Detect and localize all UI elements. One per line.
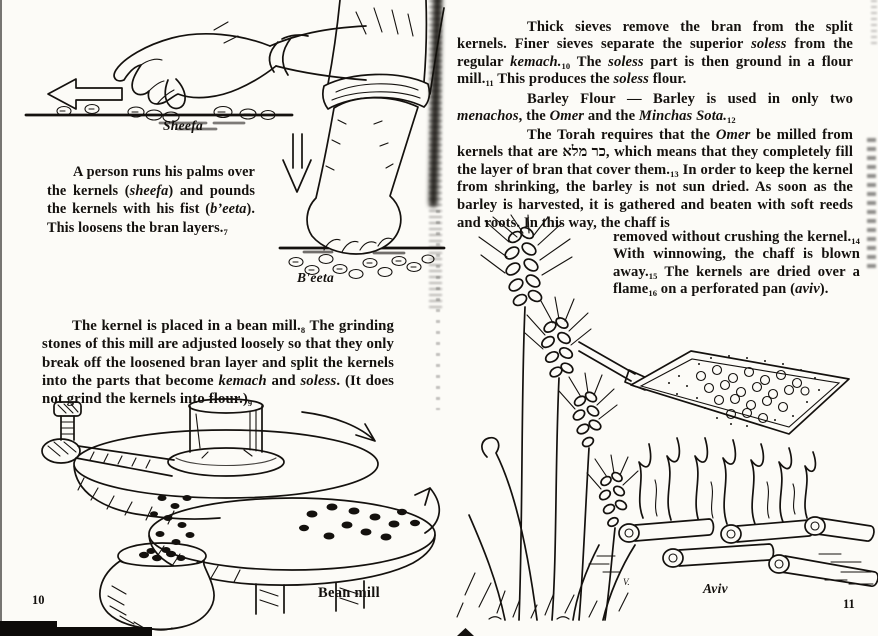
page-right [447, 0, 878, 636]
barley-head [479, 215, 572, 308]
paragraph-bean-mill: The kernel is placed in a bean $mill._8$ The grinding stones of this mill are adjusted loosely so that they only break off the loosened bran layer and split the kernels into the parts that become kemach and soless. (It does not grind the kernels into $flour.)_9$ [42, 317, 394, 409]
scan-edge-right-top [871, 0, 877, 48]
falling-kernel-icons [150, 495, 195, 545]
page-number-right: 11 [843, 597, 855, 611]
fire-flames [639, 438, 815, 524]
paragraph-sieves: Thick sieves remove the bran from the split kernels. Finer sieves separate the superior soless from the regular $kemach._{10}$ The soless part is then ground in a flour $mill._{11}$ This produces the soless flour. [457, 18, 853, 89]
fire-logs [619, 517, 878, 586]
left-arrow-icon [48, 79, 122, 109]
page-number-left: 10 [32, 593, 45, 607]
aviv-illustration [579, 328, 877, 590]
kernel-icons [299, 504, 420, 541]
paragraph-sheefa-beeta: A person runs his palms over the kernels (sheefa) and pounds the kernels with his fist (b’eeta). This loosens the bran $layers._7$ [47, 164, 255, 238]
paragraph-torah-omer: The Torah requires that the Omer be milled from kernels that are כר מלא, which means that they completely fill the layer of bran that cover $them._{13}$ In order to keep the kernel from shrinking, the barley is not sun dried. As soon as the barley is harvested, it is gathered and beaten with soft reeds and roots. In this way, the chaff is [457, 126, 854, 231]
paragraph-barley-flour: Barley Flour — Barley is used in only two menachos, the Omer and the Minchas $Sota._{12}$ [457, 90, 854, 126]
aviv-caption: Aviv [703, 581, 728, 596]
scan-edge-right [867, 138, 876, 270]
artist-mark: V. [623, 577, 630, 587]
book-gutter-tail [436, 210, 440, 410]
sheefa-caption: Sheefa [163, 118, 204, 133]
paragraph-chaff-aviv: removed without crushing the $kernel._{14}$ With winnowing, the chaff is blown $away._{15}$ The kernels are dried over a flame$_{16}$ on a perforated pan (aviv). [613, 228, 860, 299]
scan-edge-left [0, 0, 2, 636]
bean-mill-caption: Bean mill [318, 585, 380, 601]
beeta-caption: B'eeta [297, 270, 335, 285]
rotation-arrow-icon [415, 488, 439, 533]
scan-corner-band [0, 627, 152, 636]
beeta-illustration [278, 0, 447, 292]
down-arrow-icon [283, 134, 311, 192]
